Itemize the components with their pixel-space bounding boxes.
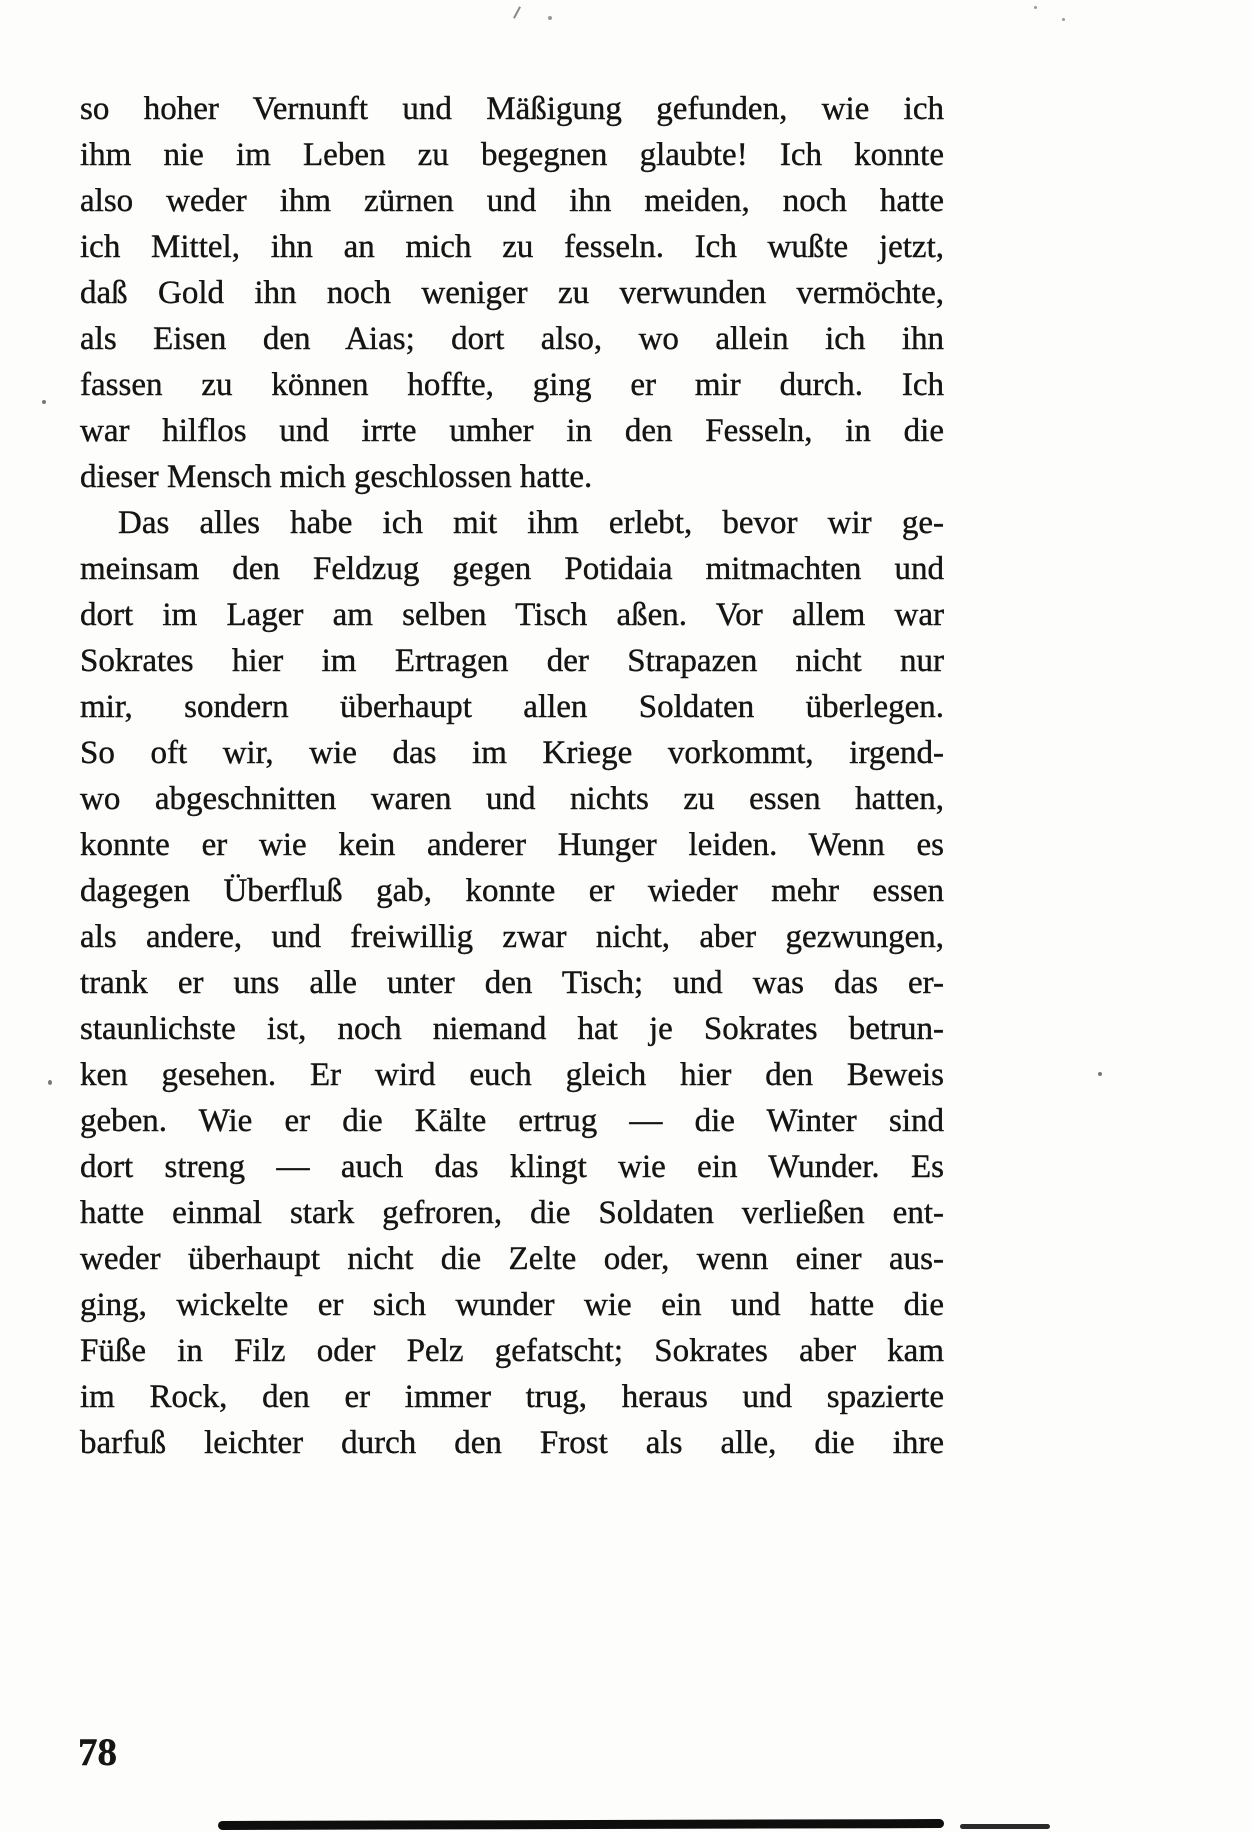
text-line: geben. Wie er die Kälte ertrug — die Winter sind [80, 1103, 944, 1139]
scan-artifact [960, 1824, 1050, 1829]
text-line: dort im Lager am selben Tisch aßen. Vor allem war [80, 597, 944, 633]
text-line: wo abgeschnitten waren und nichts zu essen hatten, [80, 781, 944, 817]
text-line: konnte er wie kein anderer Hunger leiden. Wenn es [80, 827, 944, 863]
text-line: mir, sondern überhaupt allen Soldaten überlegen. [80, 689, 944, 725]
text-line: Sokrates hier im Ertragen der Strapazen nicht nur [80, 643, 944, 679]
text-line: weder überhaupt nicht die Zelte oder, wenn einer aus- [80, 1241, 944, 1277]
scan-artifact [1098, 1072, 1102, 1076]
page-number: 78 [78, 1731, 117, 1774]
text-line: So oft wir, wie das im Kriege vorkommt, irgend- [80, 735, 944, 771]
text-line: dieser Mensch mich geschlossen hatte. [80, 459, 593, 495]
scan-artifact [48, 1080, 52, 1085]
text-line: dort streng — auch das klingt wie ein Wunder. Es [80, 1149, 944, 1185]
text-line: also weder ihm zürnen und ihn meiden, noch hatte [80, 183, 944, 219]
text-line: Füße in Filz oder Pelz gefatscht; Sokrates aber kam [80, 1333, 944, 1369]
text-line: Das alles habe ich mit ihm erlebt, bevor wir ge- [118, 505, 944, 541]
text-line: fassen zu können hoffte, ging er mir durch. Ich [80, 367, 944, 403]
text-line: barfuß leichter durch den Frost als alle, die ihre [80, 1425, 944, 1461]
text-line: staunlichste ist, noch niemand hat je Sokrates betrun- [80, 1011, 944, 1047]
scan-artifact [42, 400, 46, 404]
text-line: hatte einmal stark gefroren, die Soldaten verließen ent- [80, 1195, 944, 1231]
text-line: daß Gold ihn noch weniger zu verwunden vermöchte, [80, 275, 944, 311]
scan-artifact [218, 1819, 944, 1830]
text-line: ihm nie im Leben zu begegnen glaubte! Ich konnte [80, 137, 944, 173]
text-line: als andere, und freiwillig zwar nicht, aber gezwungen, [80, 919, 944, 955]
text-line: meinsam den Feldzug gegen Potidaia mitmachten und [80, 551, 944, 587]
text-line: trank er uns alle unter den Tisch; und was das er- [80, 965, 944, 1001]
scan-artifact [1062, 18, 1065, 21]
text-line: ich Mittel, ihn an mich zu fesseln. Ich wußte jetzt, [80, 229, 944, 265]
text-line: ken gesehen. Er wird euch gleich hier den Beweis [80, 1057, 944, 1093]
text-line: dagegen Überfluß gab, konnte er wieder mehr essen [80, 873, 944, 909]
scan-artifact [548, 16, 552, 20]
scan-artifact [1034, 6, 1037, 9]
text-line: so hoher Vernunft und Mäßigung gefunden, wie ich [80, 91, 944, 127]
text-line: im Rock, den er immer trug, heraus und spazierte [80, 1379, 944, 1415]
text-line: ging, wickelte er sich wunder wie ein und hatte die [80, 1287, 944, 1323]
text-line: als Eisen den Aias; dort also, wo allein ich ihn [80, 321, 944, 357]
page-text-block [80, 86, 944, 1466]
text-line: war hilflos und irrte umher in den Fesseln, in die [80, 413, 944, 449]
scan-artifact [513, 6, 521, 18]
